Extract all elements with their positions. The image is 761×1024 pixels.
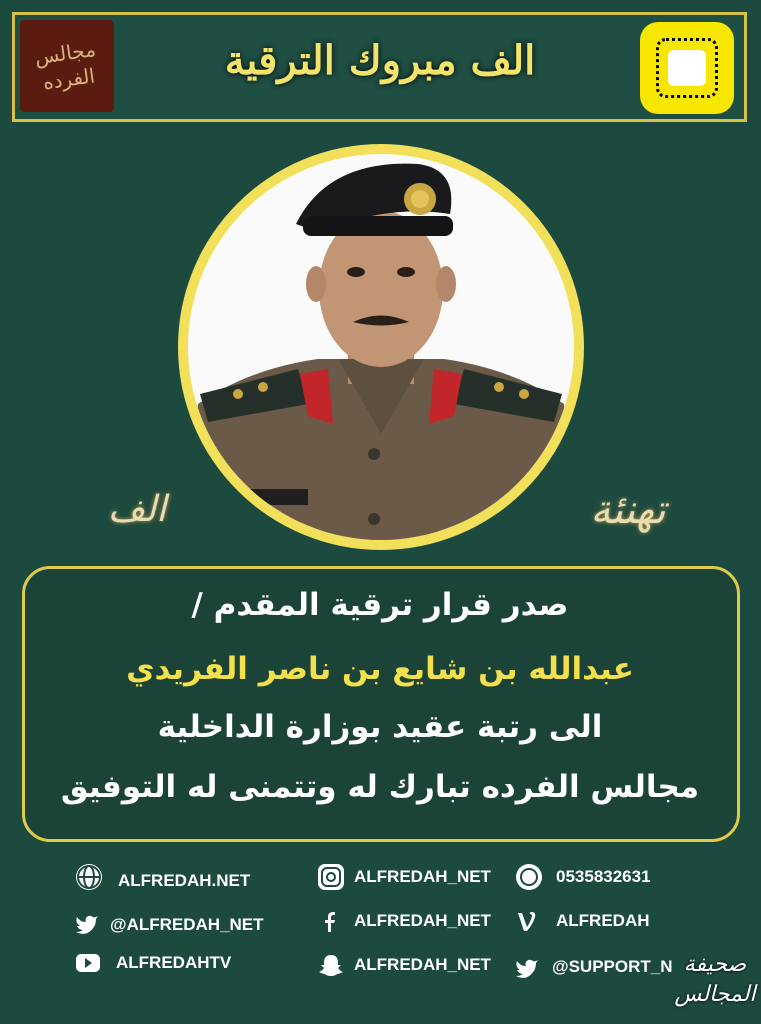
page-title: الف مبروك الترقية (224, 37, 536, 84)
globe-icon (76, 864, 102, 890)
snapchat-qr-logo (668, 50, 706, 86)
announcement-line-4: مجالس الفرده تبارك له وتتمنى له التوفيق (60, 769, 700, 805)
instagram-icon (318, 864, 344, 890)
vine-icon (514, 908, 540, 934)
snapchat-link[interactable]: ALFREDAH_NET (354, 955, 491, 974)
alf-mabrook-calligraphy: الف (107, 489, 167, 530)
vine-link[interactable]: ALFREDAH (556, 911, 650, 930)
youtube-link[interactable]: ALFREDAHTV (116, 953, 232, 972)
majalis-logo-text: مجالس الفرده (33, 36, 98, 95)
youtube-icon (76, 954, 100, 972)
announcement-line-1: صدر قرار ترقية المقدم / (191, 587, 569, 623)
officer-name: عبدالله بن شايع بن ناصر الفريدي (126, 651, 634, 687)
instagram-link[interactable]: ALFREDAH_NET (354, 867, 491, 886)
twitter-link[interactable]: @ALFREDAH_NET (110, 915, 264, 934)
website-link[interactable]: ALFREDAH.NET (118, 871, 251, 890)
whatsapp-icon (516, 864, 542, 890)
whatsapp-number[interactable]: 0535832631 (556, 867, 651, 886)
watermark: صحيفة المجالس (674, 952, 756, 1007)
support-twitter-link[interactable]: @SUPPORT_N (552, 957, 673, 976)
announcement-line-3: الى رتبة عقيد بوزارة الداخلية (157, 709, 603, 745)
twitter-icon (74, 910, 100, 936)
twitter-icon (514, 954, 540, 980)
officer-photo (188, 154, 574, 540)
facebook-icon (318, 908, 344, 934)
facebook-link[interactable]: ALFREDAH_NET (354, 911, 491, 930)
snapchat-icon (318, 952, 344, 978)
officer-portrait (188, 154, 574, 540)
tahnia-calligraphy: تهنئة (590, 487, 666, 533)
